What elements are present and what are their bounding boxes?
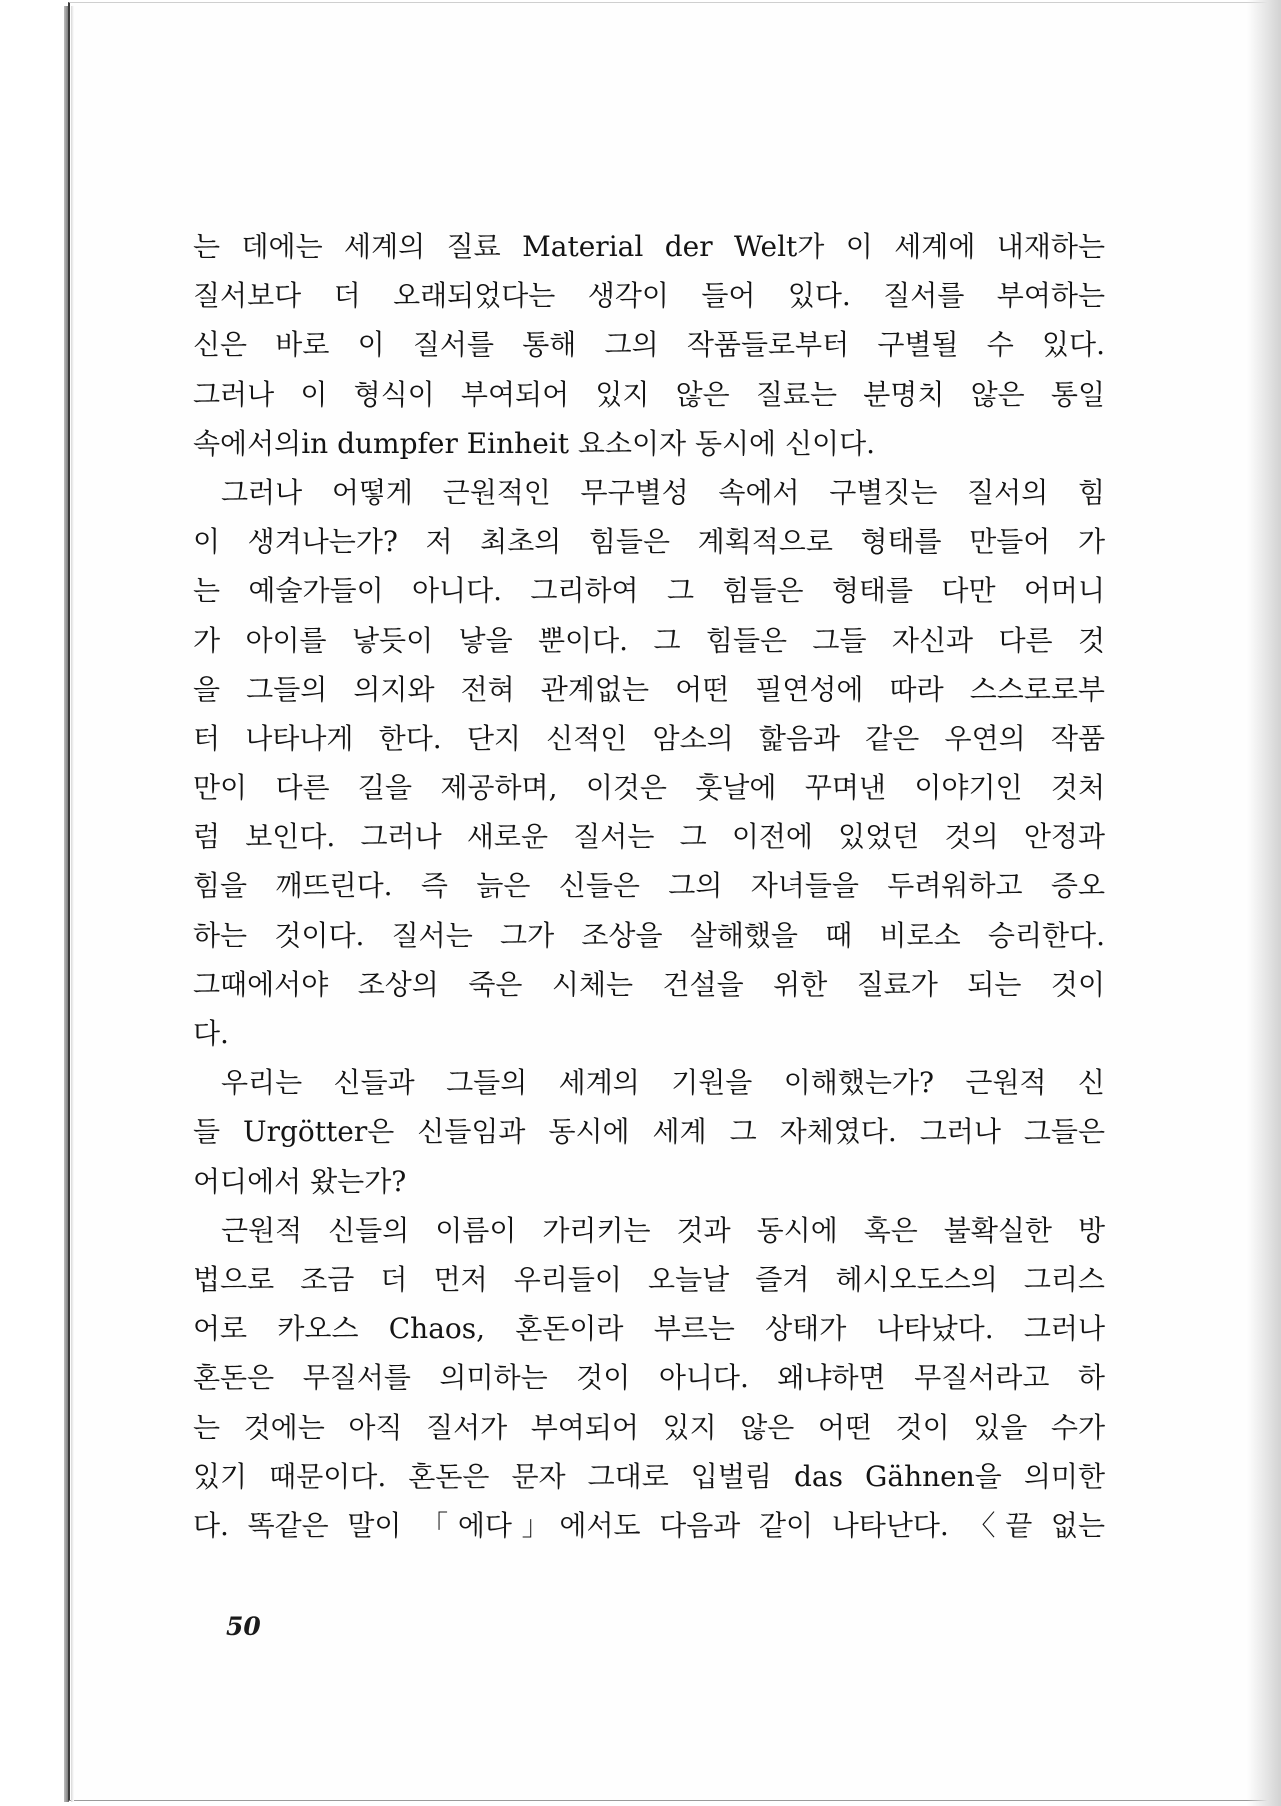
text-line: 질서보다 더 오래되었다는 생각이 들어 있다. 질서를 부여하는 [193, 279, 1105, 313]
text-line: 신은 바로 이 질서를 통해 그의 작품들로부터 구별될 수 있다. [193, 328, 1105, 362]
text-line: 다. 똑같은 말이 「에다」에서도 다음과 같이 나타난다. 〈끝 없는 [193, 1508, 1105, 1542]
text-line: 럼 보인다. 그러나 새로운 질서는 그 이전에 있었던 것의 안정과 [193, 820, 1105, 854]
text-line: 그때에서야 조상의 죽은 시체는 건설을 위한 질료가 되는 것이 [193, 967, 1105, 1001]
text-line: 는 예술가들이 아니다. 그리하여 그 힘들은 형태를 다만 어머니 [193, 574, 1105, 608]
text-line: 어디에서 왔는가? [193, 1164, 407, 1198]
text-line: 속에서의in dumpfer Einheit 요소이자 동시에 신이다. [193, 426, 876, 460]
text-line: 가 아이를 낳듯이 낳을 뿐이다. 그 힘들은 그들 자신과 다른 것 [193, 623, 1105, 657]
text-line: 어로 카오스 Chaos, 혼돈이라 부르는 상태가 나타났다. 그러나 [193, 1312, 1105, 1346]
text-line: 있기 때문이다. 혼돈은 문자 그대로 입벌림 das Gähnen을 의미한 [193, 1459, 1105, 1493]
text-line: 그러나 어떻게 근원적인 무구별성 속에서 구별짓는 질서의 힘 [221, 475, 1105, 509]
text-line: 다. [193, 1017, 229, 1050]
text-line: 이 생겨나는가? 저 최초의 힘들은 계획적으로 형태를 만들어 가 [193, 525, 1105, 559]
page-edge-shadow [1247, 0, 1281, 1806]
text-line: 터 나타나게 한다. 단지 신적인 암소의 핥음과 같은 우연의 작품 [193, 721, 1105, 755]
text-line: 만이 다른 길을 제공하며, 이것은 훗날에 꾸며낸 이야기인 것처 [193, 771, 1105, 805]
text-line: 하는 것이다. 질서는 그가 조상을 살해했을 때 비로소 승리한다. [193, 918, 1105, 952]
body-text [193, 222, 1105, 1550]
text-line: 법으로 조금 더 먼저 우리들이 오늘날 즐겨 헤시오도스의 그리스 [193, 1262, 1105, 1296]
text-line: 혼돈은 무질서를 의미하는 것이 아니다. 왜냐하면 무질서라고 하 [193, 1361, 1105, 1395]
text-line: 우리는 신들과 그들의 세계의 기원을 이해했는가? 근원적 신 [221, 1066, 1105, 1100]
page-number: 50 [226, 1612, 261, 1641]
text-line: 그러나 이 형식이 부여되어 있지 않은 질료는 분명치 않은 통일 [193, 377, 1105, 411]
text-line: 는 데에는 세계의 질료 Material der Welt가 이 세계에 내재하는 [193, 230, 1105, 263]
text-line: 힘을 깨뜨린다. 즉 늙은 신들은 그의 자녀들을 두려워하고 증오 [193, 869, 1105, 903]
text-line: 는 것에는 아직 질서가 부여되어 있지 않은 어떤 것이 있을 수가 [193, 1410, 1105, 1444]
text-line: 들 Urgötter은 신들임과 동시에 세계 그 자체였다. 그러나 그들은 [193, 1115, 1105, 1149]
text-line: 근원적 신들의 이름이 가리키는 것과 동시에 혹은 불확실한 방 [221, 1213, 1105, 1247]
text-line: 을 그들의 의지와 전혀 관계없는 어떤 필연성에 따라 스스로로부 [193, 672, 1105, 706]
page-gutter-highlight [71, 6, 74, 1802]
